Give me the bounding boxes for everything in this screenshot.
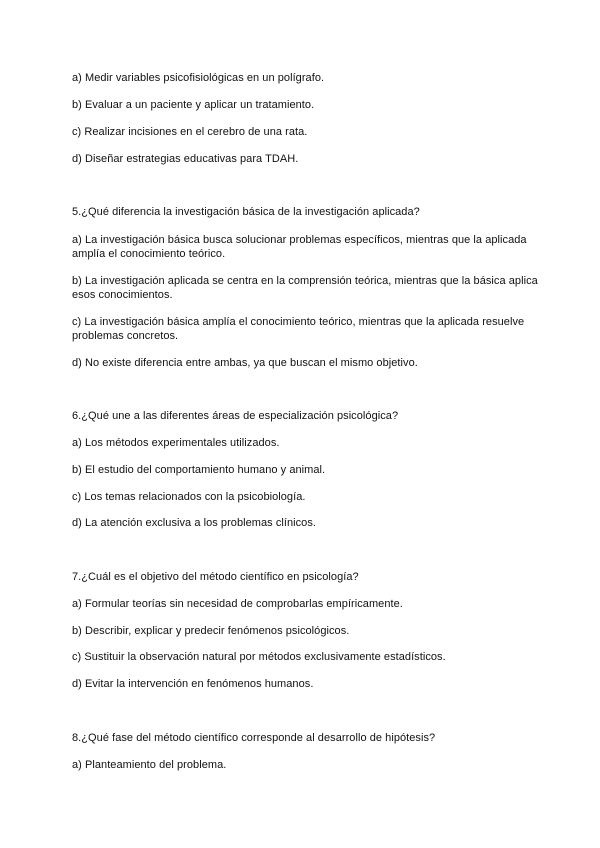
option-text: a) Medir variables psicofisiológicas en un polígrafo. bbox=[72, 72, 325, 84]
option-text: a) Formular teorías sin necesidad de comprobarlas empíricamente. bbox=[72, 598, 403, 610]
option-text: c) Sustituir la observación natural por métodos exclusivamente estadísticos. bbox=[72, 651, 446, 663]
option-text: b) El estudio del comportamiento humano y animal. bbox=[72, 464, 326, 476]
question-title: 5.¿Qué diferencia la investigación básica de la investigación aplicada? bbox=[72, 206, 420, 218]
option-text: d) La atención exclusiva a los problemas clínicos. bbox=[72, 517, 317, 529]
option-text: d) Evitar la intervención en fenómenos humanos. bbox=[72, 678, 314, 690]
option-text: b) Evaluar a un paciente y aplicar un tratamiento. bbox=[72, 99, 315, 111]
question-title: 7.¿Cuál es el objetivo del método científico en psicología? bbox=[72, 571, 359, 583]
question-title: 8.¿Qué fase del método científico corresponde al desarrollo de hipótesis? bbox=[72, 732, 436, 744]
option-text: d) Diseñar estrategias educativas para TDAH. bbox=[72, 153, 299, 165]
option-text: d) No existe diferencia entre ambas, ya que buscan el mismo objetivo. bbox=[72, 357, 418, 369]
option-text: b) La investigación aplicada se centra en la comprensión teórica, mientras que la básica aplica esos conocimientos. bbox=[72, 275, 538, 301]
option-text: b) Describir, explicar y predecir fenómenos psicológicos. bbox=[72, 625, 350, 637]
option-text: c) La investigación básica amplía el conocimiento teórico, mientras que la aplicada resuelve problemas concretos. bbox=[72, 316, 525, 342]
option-text: c) Los temas relacionados con la psicobiología. bbox=[72, 491, 306, 503]
option-text: a) La investigación básica busca solucionar problemas específicos, mientras que la aplicada amplía el conocimiento teórico. bbox=[72, 234, 527, 260]
question-title: 6.¿Qué une a las diferentes áreas de especialización psicológica? bbox=[72, 410, 399, 422]
option-text: c) Realizar incisiones en el cerebro de una rata. bbox=[72, 126, 308, 138]
option-text: a) Planteamiento del problema. bbox=[72, 759, 227, 771]
option-text: a) Los métodos experimentales utilizados. bbox=[72, 437, 280, 449]
